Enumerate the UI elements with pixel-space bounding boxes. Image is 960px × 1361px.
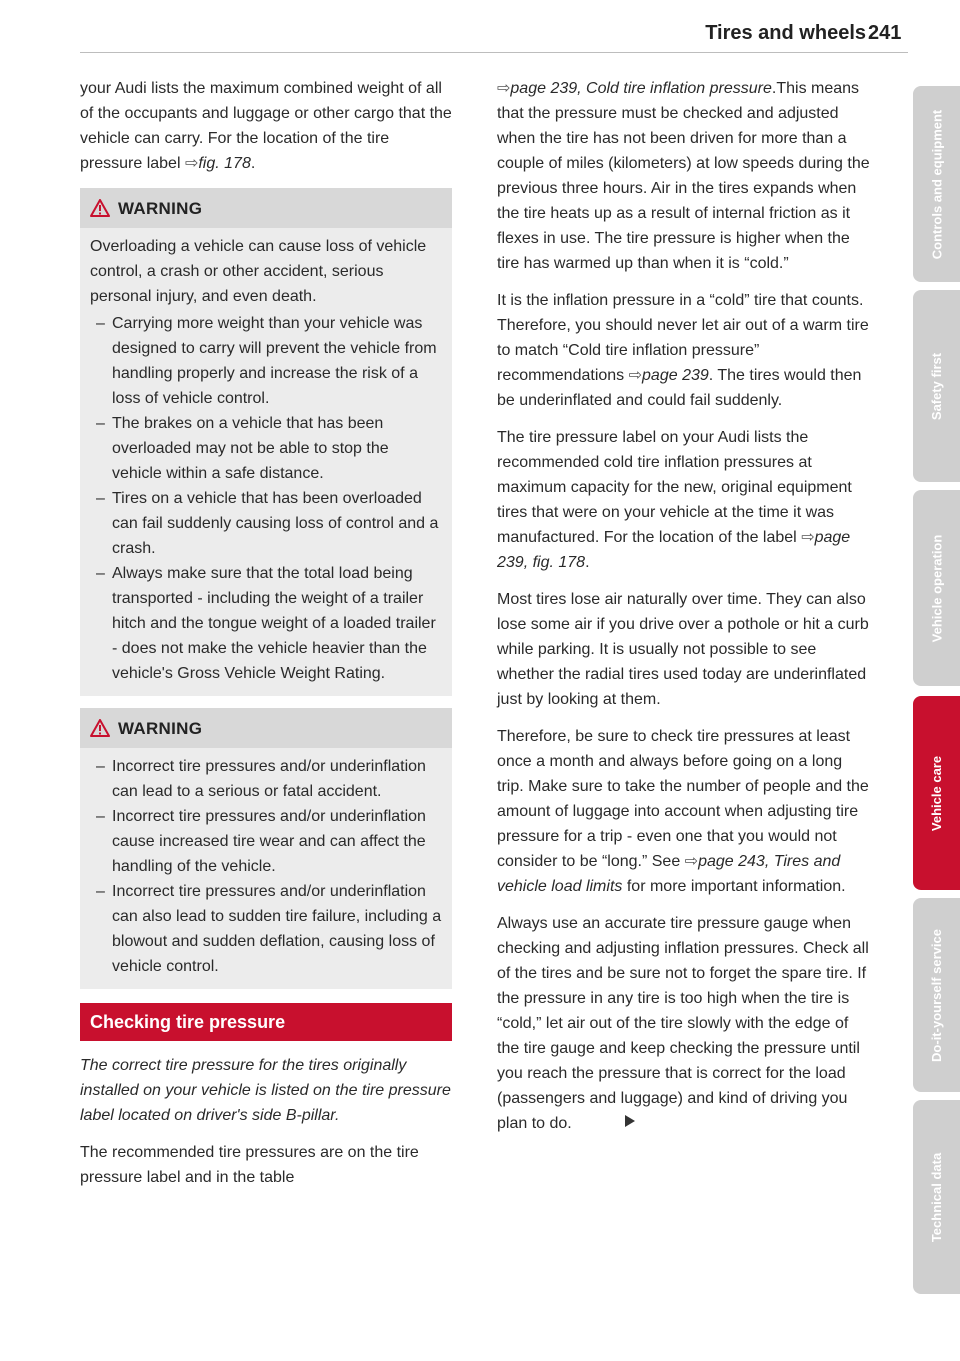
paragraph-text: The tire pressure label on your Audi lists the recommended cold tire inflation pressures at maximum capacity for the new, original equipment tires that were on your vehicle at the time it was manufactured. For the location of the label: [497, 429, 852, 546]
warning-item: – Incorrect tire pressures and/or underinflation can also lead to sudden tire failure, including a blowout and sudden deflation, causing loss of vehicle control.: [90, 879, 442, 979]
arrow-right-icon: ⇨: [801, 529, 815, 546]
warning-list: [90, 754, 442, 979]
warning-triangle-icon: [90, 199, 110, 217]
warning-header: [80, 188, 452, 228]
tab-do-it-yourself-service[interactable]: [913, 898, 960, 1092]
paragraph: [497, 724, 871, 899]
paragraph-text: .: [585, 554, 590, 571]
tab-vehicle-operation[interactable]: [913, 490, 960, 686]
tab-label: Vehicle care: [929, 755, 945, 831]
warning-box: [80, 708, 452, 989]
tab-label: Safety first: [929, 352, 945, 420]
paragraph: Most tires lose air naturally over time. They can also lose some air if you drive over a pothole or hit a curb while parking. It is usually not possible to see whether the radial tires used today are underinflated just by looking at them.: [497, 591, 869, 708]
paragraph: [497, 288, 871, 413]
page-number: 241: [868, 22, 902, 44]
paragraph: [497, 911, 871, 1136]
cross-reference-link[interactable]: page 239, fig. 178: [497, 529, 851, 571]
warning-intro: Overloading a vehicle can cause loss of vehicle control, a crash or other accident, serious personal injury, and even death.: [90, 238, 427, 305]
warning-item: – Incorrect tire pressures and/or underinflation cause increased tire wear and can affect the handling of the vehicle.: [90, 804, 442, 879]
warning-body: [80, 228, 452, 696]
arrow-right-icon: ⇨: [628, 367, 643, 384]
paragraph: [497, 76, 871, 276]
arrow-right-icon: ⇨: [497, 80, 511, 97]
section-intro: The correct tire pressure for the tires originally installed on your vehicle is listed on the tire pressure label located on driver's side B-pillar.: [80, 1057, 451, 1124]
header-rule: [80, 52, 908, 53]
warning-item: – Incorrect tire pressures and/or underinflation can lead to a serious or fatal accident.: [90, 754, 442, 804]
cross-reference-link[interactable]: page 239: [642, 367, 709, 384]
continue-play-icon: [624, 1114, 636, 1128]
left-column: [80, 76, 452, 1202]
cross-reference-link[interactable]: fig. 178: [198, 155, 251, 172]
warning-item: – The brakes on a vehicle that has been overloaded may not be able to stop the vehicle within a safe distance.: [90, 411, 442, 486]
tab-label: Do-it-yourself service: [929, 928, 944, 1062]
tab-controls-and-equipment[interactable]: [913, 86, 960, 282]
warning-triangle-icon: [90, 719, 110, 737]
warning-box: [80, 188, 452, 696]
tab-safety-first[interactable]: [913, 290, 960, 482]
paragraph-text: It is the inflation pressure in a “cold” tire that counts. Therefore, you should never let air out of a warm tire to match “Cold tire inflation pressure” recommendations: [497, 292, 869, 384]
paragraph-text: for more important information.: [626, 878, 846, 895]
warning-item: – Tires on a vehicle that has been overloaded can fail suddenly causing loss of control and a crash.: [90, 486, 442, 561]
paragraph-text: Always use an accurate tire pressure gauge when checking and adjusting inflation pressures. Check all of the tires and be sure not to forget the spare tire. If the pressure in any tire is too high when the tire is “cold,” let air out of the tire slowly with the edge of the tire gauge and keep checking the pressure until you reach the pressure that is correct for the load (passengers and luggage) and kind of driving you plan to do.: [497, 915, 869, 1132]
arrow-right-icon: ⇨: [184, 155, 199, 172]
paragraph: [497, 425, 871, 575]
paragraph-text: your Audi lists the maximum combined weight of all of the occupants and luggage or other cargo that the vehicle can carry. For the location of the tire pressure label: [80, 80, 452, 172]
warning-list: [90, 311, 442, 686]
warning-item: – Always make sure that the total load being transported - including the weight of a trailer hitch and the tongue weight of a loaded trailer - does not make the vehicle heavier than the vehicle's Gross Vehicle Weight Rating.: [90, 561, 442, 686]
right-column: [497, 76, 871, 1148]
warning-body: [80, 748, 452, 989]
tab-label: Vehicle operation: [929, 534, 944, 642]
paragraph-text: . The tires would then be underinflated and could fail suddenly.: [497, 367, 862, 409]
tab-technical-data[interactable]: [913, 1100, 960, 1294]
tab-label: Controls and equipment: [929, 109, 944, 259]
tab-vehicle-care[interactable]: [913, 696, 960, 890]
paragraph-text: Therefore, be sure to check tire pressures at least once a month and always before going on a long trip. Make sure to take the number of people and the amount of luggage into account when adjusting tire pressure for a trip - even one that you would not consider to be “long.” See: [497, 728, 869, 870]
paragraph: The recommended tire pressures are on the tire pressure label and in the table: [80, 1144, 419, 1186]
warning-header: [80, 708, 452, 748]
cross-reference-link[interactable]: page 243, Tires and vehicle load limits: [497, 853, 841, 895]
warning-title: WARNING: [118, 198, 203, 218]
warning-item: – Carrying more weight than your vehicle was designed to carry will prevent the vehicle from handling properly and increase the risk of a loss of vehicle control.: [90, 311, 442, 411]
cross-reference-link[interactable]: page 239, Cold tire inflation pressure: [510, 80, 772, 97]
arrow-right-icon: ⇨: [684, 853, 699, 870]
paragraph: your Audi lists the maximum combined weight of all of the occupants and luggage or other cargo that the vehicle can carry. For the location of the tire pressure label ⇨fig. 178.: [80, 80, 452, 172]
warning-title: WARNING: [118, 718, 203, 738]
tab-label: Technical data: [929, 1152, 944, 1242]
paragraph-text: .This means that the pressure must be checked and adjusted when the tire has not been driven for more than a couple of miles (kilometers) at low speeds during the previous three hours. Air in the tires expands when the tire heats up as a result of internal friction as it flexes in use. The tire pressure is higher when the tire has warmed up than when it is “cold.”: [497, 80, 870, 272]
section-heading: Checking tire pressure: [80, 1003, 452, 1041]
running-header-title: Tires and wheels: [705, 22, 866, 44]
